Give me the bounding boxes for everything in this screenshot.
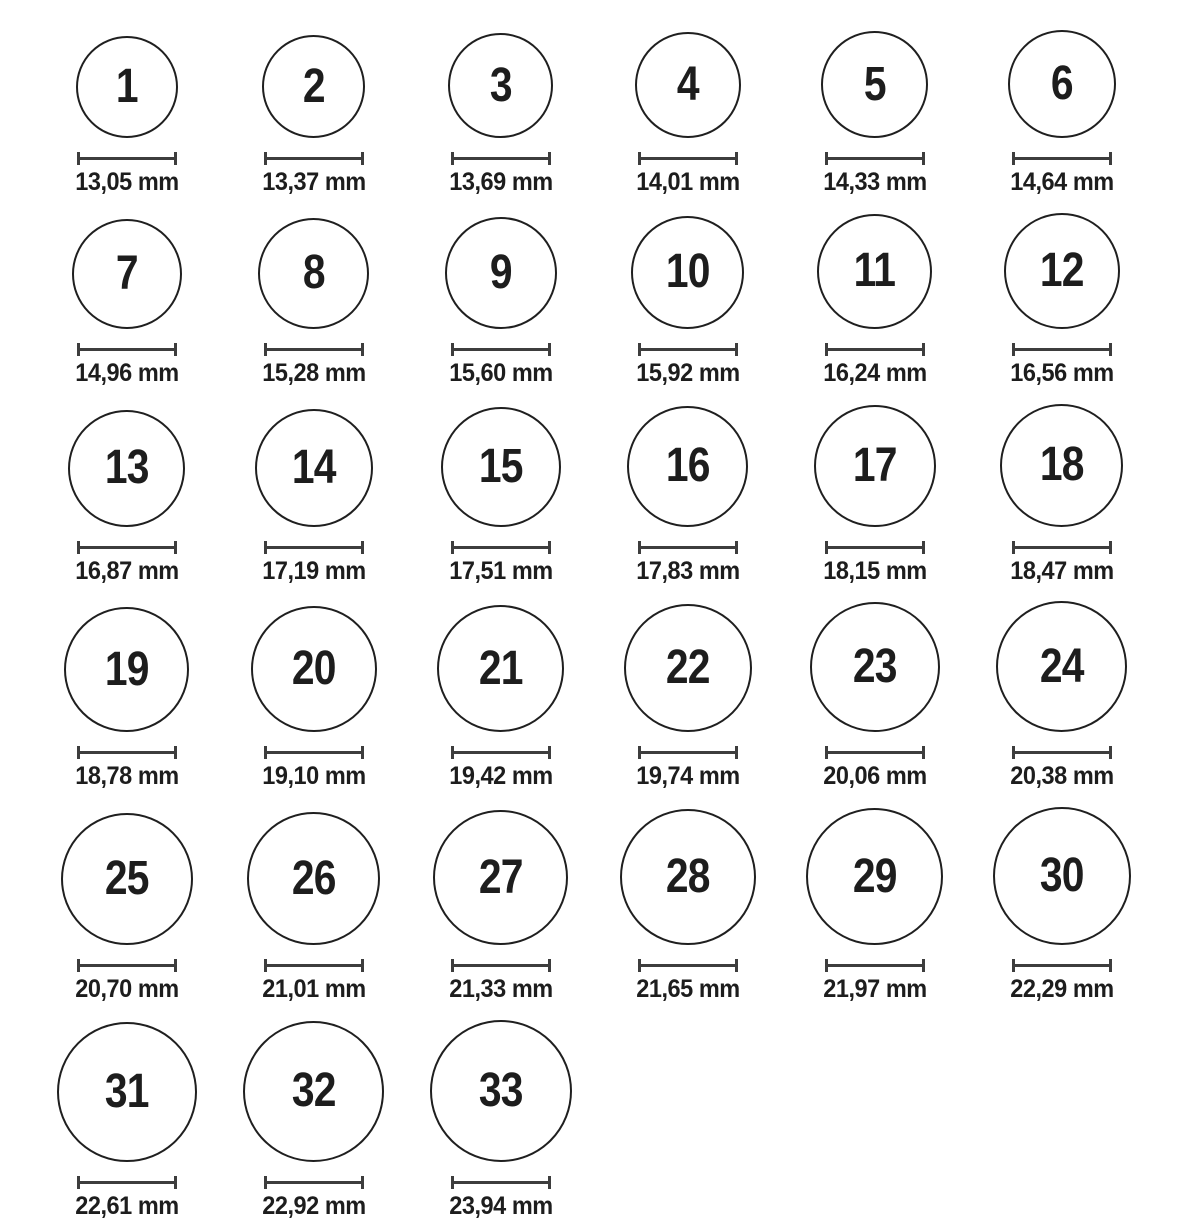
diameter-dimension-line [451,746,551,759]
ring-row [33,807,1200,1004]
ring-cell [220,1021,407,1221]
ring-cell [33,1022,220,1221]
diameter-dimension-line [264,1176,364,1189]
ring-size-number: 15 [478,439,523,493]
diameter-dimension-line [451,343,551,356]
ring-circle [441,407,561,527]
diameter-dimension-line [264,541,364,554]
diameter-dimension-line [77,343,177,356]
diameter-label: 22,29 mm [1009,975,1114,1003]
diameter-label: 14,33 mm [822,168,927,196]
diameter-label: 15,60 mm [448,358,553,387]
ring-size-number: 4 [676,58,699,111]
ring-cell [407,33,594,197]
diameter-dimension-line [77,959,177,972]
ring-size-number: 31 [104,1064,149,1118]
ring-size-number: 21 [478,641,523,695]
ring-circle [627,406,748,527]
ring-circle [262,35,365,138]
ring-cell [968,601,1155,791]
ring-circle [1008,30,1116,138]
diameter-label: 13,05 mm [74,168,179,196]
diameter-label: 17,51 mm [448,556,553,585]
ring-circle [72,219,182,329]
ring-cell [594,809,781,1004]
ring-row [33,404,1200,586]
ring-cell [33,813,220,1004]
diameter-dimension-line [638,959,738,972]
diameter-dimension-line [264,959,364,972]
diameter-dimension-line [264,343,364,356]
diameter-dimension-line [638,541,738,554]
ring-cell [781,31,968,197]
ring-circle [631,216,744,329]
diameter-dimension-line [638,343,738,356]
ring-circle [64,607,189,732]
ring-size-number: 8 [302,246,325,300]
diameter-label: 19,74 mm [635,762,740,791]
ring-circle [68,410,185,527]
diameter-dimension-line [1012,541,1112,554]
diameter-label: 15,92 mm [635,358,740,387]
diameter-dimension-line [1012,152,1112,165]
ring-cell [220,218,407,388]
ring-circle [821,31,928,138]
ring-size-number: 30 [1039,849,1084,902]
ring-circle [810,602,940,732]
ring-size-number: 20 [291,642,336,696]
diameter-dimension-line [1012,959,1112,972]
diameter-dimension-line [451,959,551,972]
ring-size-number: 1 [115,60,138,113]
diameter-label: 21,97 mm [822,975,927,1003]
ring-circle [817,214,932,329]
ring-size-number: 18 [1039,438,1084,491]
ring-row [33,1020,1200,1221]
diameter-label: 18,78 mm [74,762,179,791]
ring-size-number: 25 [104,852,149,905]
ring-cell [33,219,220,388]
diameter-dimension-line [825,746,925,759]
diameter-label: 15,28 mm [261,358,366,387]
ring-cell [407,1020,594,1221]
ring-cell [594,216,781,388]
ring-size-number: 9 [489,245,512,299]
ring-cell [594,32,781,197]
diameter-label: 16,87 mm [74,556,179,585]
ring-cell [220,812,407,1004]
diameter-label: 23,94 mm [448,1191,553,1220]
diameter-label: 19,10 mm [261,762,366,791]
ring-cell [407,810,594,1004]
diameter-label: 17,83 mm [635,556,740,585]
ring-size-number: 5 [863,57,886,111]
ring-size-number: 27 [478,850,523,904]
ring-cell [781,602,968,791]
ring-circle [433,810,568,945]
ring-circle [247,812,380,945]
ring-circle [243,1021,384,1162]
diameter-dimension-line [264,152,364,165]
diameter-dimension-line [638,746,738,759]
ring-circle [437,605,564,732]
ring-size-number: 19 [104,642,149,696]
ring-circle [635,32,741,138]
diameter-dimension-line [638,152,738,165]
ring-cell [220,409,407,586]
diameter-label: 19,42 mm [448,762,553,791]
ring-cell [407,605,594,791]
diameter-label: 18,15 mm [822,556,927,585]
diameter-label: 20,70 mm [74,975,179,1003]
diameter-dimension-line [825,152,925,165]
ring-size-number: 23 [852,640,897,694]
diameter-label: 21,65 mm [635,975,740,1003]
ring-circle [251,606,377,732]
diameter-dimension-line [825,959,925,972]
ring-size-number: 13 [104,441,149,494]
ring-row [33,601,1200,791]
ring-size-number: 24 [1039,639,1084,693]
ring-cell [33,607,220,791]
ring-circle [1000,404,1123,527]
ring-circle [996,601,1127,732]
diameter-dimension-line [264,746,364,759]
ring-cell [33,410,220,586]
ring-circle [445,217,557,329]
ring-circle [814,405,936,527]
ring-size-number: 32 [291,1064,336,1118]
ring-cell [781,214,968,388]
ring-cell [781,405,968,586]
diameter-dimension-line [1012,343,1112,356]
diameter-label: 14,64 mm [1009,168,1114,196]
ring-size-number: 6 [1050,57,1073,110]
ring-circle [806,808,943,945]
ring-cell [968,30,1155,197]
diameter-label: 20,38 mm [1009,762,1114,791]
ring-circle [57,1022,197,1162]
ring-circle [624,604,752,732]
ring-cell [33,36,220,197]
ring-cell [968,404,1155,586]
ring-cell [594,406,781,586]
diameter-dimension-line [77,541,177,554]
diameter-dimension-line [451,541,551,554]
ring-size-number: 12 [1039,243,1084,297]
diameter-dimension-line [77,746,177,759]
ring-size-number: 17 [852,438,897,492]
ring-circle [620,809,756,945]
ring-circle [76,36,178,138]
diameter-dimension-line [77,1176,177,1189]
diameter-label: 16,56 mm [1009,358,1114,387]
diameter-label: 13,69 mm [448,168,553,196]
ring-cell [220,35,407,197]
diameter-label: 14,96 mm [74,358,179,387]
diameter-dimension-line [451,1176,551,1189]
diameter-label: 18,47 mm [1009,556,1114,585]
diameter-label: 22,61 mm [74,1191,179,1220]
ring-circle [448,33,553,138]
ring-size-number: 14 [291,440,336,494]
ring-row [33,213,1200,388]
ring-size-number: 7 [115,246,138,300]
diameter-dimension-line [77,152,177,165]
diameter-dimension-line [451,152,551,165]
ring-size-number: 11 [853,244,896,298]
ring-size-number: 22 [665,641,710,695]
ring-size-number: 10 [665,245,710,299]
ring-size-number: 33 [478,1063,523,1117]
ring-size-number: 3 [489,58,512,112]
diameter-label: 20,06 mm [822,762,927,791]
diameter-label: 14,01 mm [635,168,740,196]
ring-cell [968,213,1155,388]
ring-cell [968,807,1155,1004]
ring-cell [220,606,407,791]
diameter-dimension-line [825,541,925,554]
diameter-label: 21,33 mm [448,975,553,1003]
ring-cell [407,217,594,388]
ring-circle [993,807,1131,945]
ring-cell [407,407,594,586]
ring-circle [255,409,373,527]
diameter-dimension-line [825,343,925,356]
ring-circle [258,218,369,329]
ring-size-number: 26 [291,851,336,905]
diameter-label: 21,01 mm [261,975,366,1003]
diameter-label: 13,37 mm [261,168,366,196]
ring-size-number: 16 [665,439,710,492]
ring-cell [781,808,968,1004]
ring-size-number: 2 [302,59,325,113]
diameter-label: 16,24 mm [822,358,927,387]
diameter-label: 22,92 mm [261,1191,366,1220]
ring-circle [430,1020,572,1162]
diameter-dimension-line [1012,746,1112,759]
ring-circle [61,813,193,945]
ring-circle [1004,213,1120,329]
diameter-label: 17,19 mm [261,556,366,585]
ring-size-number: 29 [852,849,897,903]
ring-cell [594,604,781,791]
ring-row [33,30,1200,197]
ring-size-number: 28 [665,850,710,903]
